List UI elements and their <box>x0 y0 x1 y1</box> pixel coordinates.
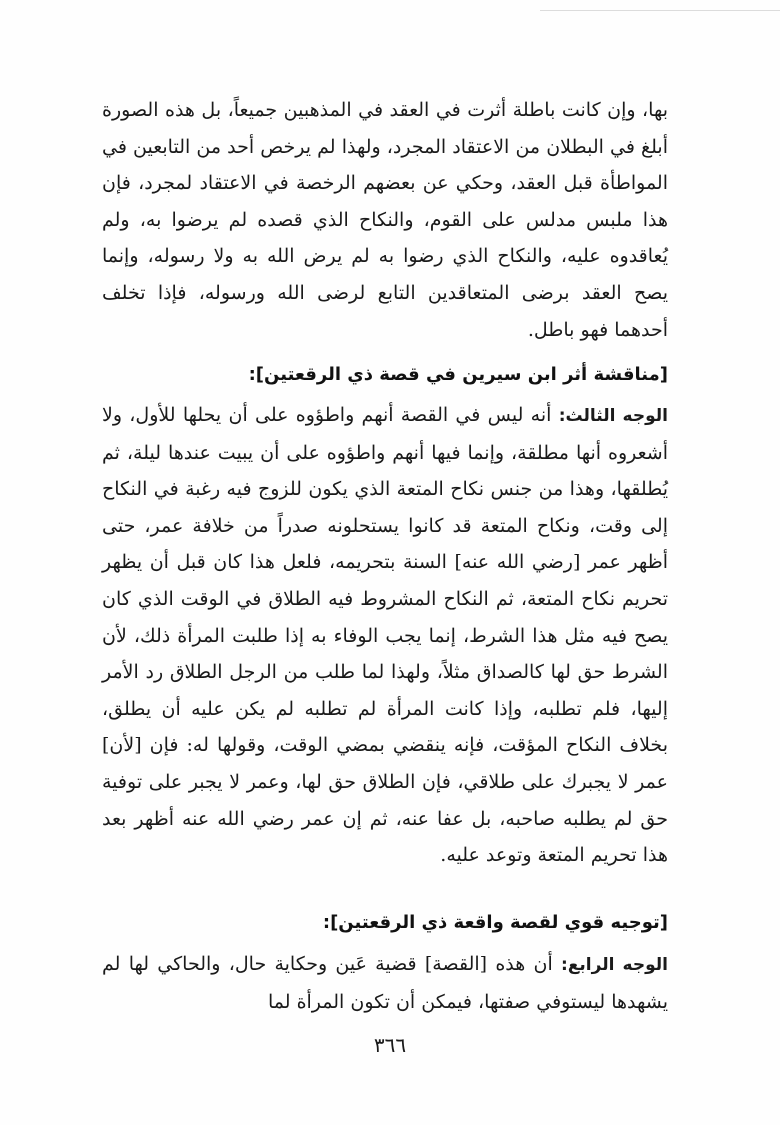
third-aspect-text: أنه ليس في القصة أنهم واطؤوه على أن يحلها للأول، ولا أشعروه أنها مطلقة، وإنما فيها أنهم واطؤوه على أن يبيت عندها ليلة، ثم يُطلقها، وهذا من جنس نكاح المتعة الذي يكون للزوج فيه رغبة في النكاح إلى وقت، ونكاح المتعة قد كانوا يستحلونه صدراً من خلافة عمر، حتى أظهر عمر [رضي الله عنه] السنة بتحريمه، فلعل هذا كان قبل أن يظهر تحريم نكاح المتعة، ثم النكاح المشروط فيه الطلاق في الوقت الذي كان يصح فيه مثل هذا الشرط، إنما يجب الوفاء به إذا طلبت المرأة ذلك، لأن الشرط حق لها كالصداق مثلاً، ولهذا لما طلب من الرجل الطلاق رد الأمر إليها، فلم تطلبه، وإذا كانت المرأة لم تطلبه لم يكن عليه أن يطلق، بخلاف النكاح المؤقت، فإنه ينقضي بمضي الوقت، وقولها له: فإن [لأن] عمر لا يجبرك على طلاقي، فإن الطلاق حق لها، وعمر لا يجبر على توفية حق لم يطلبه صاحبه، بل عفا عنه، ثم إن عمر رضي الله عنه أظهر بعد هذا تحريم المتعة وتوعد عليه. <box>102 404 668 867</box>
header-rule <box>540 0 780 11</box>
page-number: ٣٦٦ <box>373 1033 407 1057</box>
section-heading-strong-explanation: [توجيه قوي لقصة واقعة ذي الرقعتين]: <box>322 912 668 933</box>
section-heading-ibn-sirin: [مناقشة أثر ابن سيرين في قصة ذي الرقعتين]: <box>248 364 668 385</box>
paragraph-continuation: بها، وإن كانت باطلة أثرت في العقد في المذهبين جميعاً، بل هذه الصورة أبلغ في البطلان من الاعتقاد المجرد، ولهذا لم يرخص أحد من التابعين في المواطأة قبل العقد، وحكي عن بعضهم الرخصة في الاعتقاد لمجرد، فإن هذا ملبس مدلس على القوم، والنكاح الذي قصده لم يرضوا به، ولم يُعاقدوه عليه، والنكاح الذي رضوا به لم يرض الله به ولا رسوله، وإنما يصح العقد برضى المتعاقدين التابع لرضى الله ورسوله، فإذا تخلف أحدهما فهو باطل. <box>102 99 668 341</box>
third-aspect-label: الوجه الثالث: <box>558 406 668 426</box>
paragraph-fourth-aspect <box>102 946 668 1020</box>
fourth-aspect-label: الوجه الرابع: <box>561 955 668 975</box>
fourth-aspect-text: أن هذه [القصة] قضية عَين وحكاية حال، والحاكي لها لم يشهدها ليستوفي صفتها، فيمكن أن تكون المرأة لما <box>102 953 668 1013</box>
paragraph-third-aspect <box>102 397 668 874</box>
